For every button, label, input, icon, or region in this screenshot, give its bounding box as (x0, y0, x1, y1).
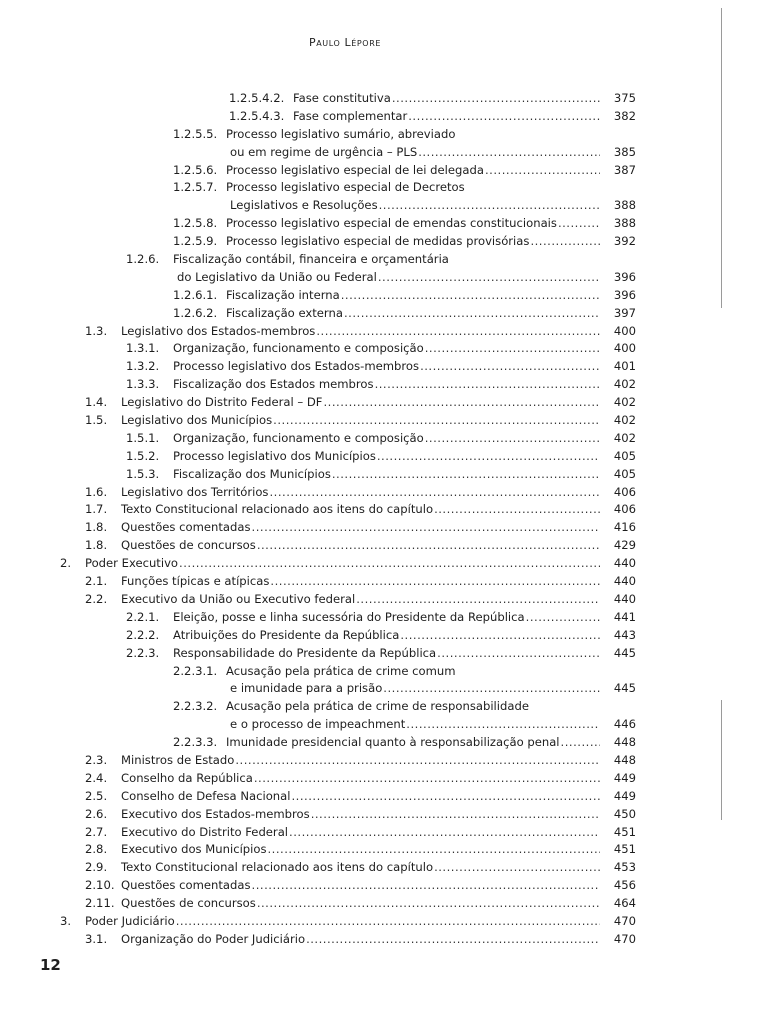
dot-leader (268, 841, 601, 859)
toc-entry-number: 1.5. (85, 413, 108, 428)
toc-entry (0, 519, 768, 537)
toc-entry-number: 2.1. (85, 574, 108, 589)
toc-entry-title: Executivo dos Estados-membros (121, 806, 310, 821)
toc-entry (0, 466, 768, 484)
toc-entry-number: 2.2.3. (126, 645, 160, 660)
toc-entry-title: Legislativos e Resoluções (230, 198, 378, 213)
table-of-contents (0, 90, 768, 949)
toc-entry-page: 400 (613, 341, 636, 356)
dot-leader (257, 895, 600, 913)
scan-margin-line (721, 700, 722, 820)
toc-entry-number: 2.5. (85, 788, 108, 803)
toc-entry-page: 440 (613, 591, 636, 606)
toc-entry-number: 1.3.3. (126, 377, 160, 392)
toc-entry-number: 2.2.3.2. (173, 699, 218, 714)
dot-leader (437, 645, 600, 663)
toc-entry (0, 108, 768, 126)
toc-entry-page: 396 (613, 269, 636, 284)
toc-entry (0, 734, 768, 752)
dot-leader (235, 752, 600, 770)
toc-entry-title: Questões de concursos (121, 896, 256, 911)
toc-entry-number: 2. (60, 556, 72, 571)
toc-entry-page: 449 (613, 788, 636, 803)
toc-entry-title: Eleição, posse e linha sucessória do Presidente da República (173, 609, 525, 624)
toc-entry-number: 1.2.5.8. (173, 216, 218, 231)
toc-entry-number: 2.2. (85, 591, 108, 606)
toc-entry-title: Fiscalização dos Estados membros (173, 377, 374, 392)
dot-leader (375, 376, 600, 394)
toc-entry-number: 1.2.5.5. (173, 126, 218, 141)
toc-entry-number: 1.5.1. (126, 430, 160, 445)
toc-entry-number: 1.2.5.4.2. (229, 91, 285, 105)
dot-leader (383, 680, 600, 698)
toc-entry (0, 663, 768, 681)
toc-entry-page: 392 (613, 234, 636, 249)
toc-entry-page: 400 (613, 323, 636, 338)
toc-entry-page: 387 (613, 162, 636, 177)
toc-entry-title: Ministros de Estado (121, 752, 235, 767)
dot-leader (434, 859, 600, 877)
dot-leader (434, 501, 600, 519)
toc-entry-number: 1.3.2. (126, 359, 160, 374)
toc-entry-title: Organização, funcionamento e composição (173, 341, 424, 356)
toc-entry-page: 388 (613, 216, 636, 231)
toc-entry-title: Processo legislativo dos Municípios (173, 448, 376, 463)
toc-entry (0, 698, 768, 716)
toc-entry-page: 429 (613, 538, 636, 553)
toc-entry-title: ou em regime de urgência – PLS (230, 144, 418, 159)
toc-entry-title: Legislativo do Distrito Federal – DF (121, 395, 323, 410)
scan-margin-line (721, 8, 722, 308)
toc-entry-title: Fase constitutiva (293, 91, 391, 105)
toc-entry-number: 1.7. (85, 502, 108, 517)
toc-entry (0, 144, 768, 162)
toc-entry (0, 609, 768, 627)
dot-leader (341, 287, 600, 305)
toc-entry-number: 2.9. (85, 860, 108, 875)
dot-leader (356, 591, 600, 609)
toc-entry-page: 402 (613, 377, 636, 392)
toc-entry (0, 877, 768, 895)
toc-entry (0, 627, 768, 645)
toc-entry-page: 449 (613, 770, 636, 785)
toc-entry (0, 716, 768, 734)
toc-entry-number: 2.6. (85, 806, 108, 821)
dot-leader (418, 144, 600, 162)
toc-entry (0, 305, 768, 323)
toc-entry-page: 402 (613, 413, 636, 428)
toc-entry-page: 456 (613, 878, 636, 893)
toc-entry-number: 1.3. (85, 323, 108, 338)
dot-leader (323, 394, 600, 412)
dot-leader (291, 788, 600, 806)
toc-entry-page: 441 (613, 609, 636, 624)
toc-entry-page: 445 (613, 681, 636, 696)
toc-entry-number: 1.2.5.9. (173, 234, 218, 249)
toc-entry-page: 440 (613, 574, 636, 589)
toc-entry-title: Fiscalização interna (226, 287, 340, 302)
toc-entry-number: 1.2.6. (126, 252, 160, 267)
toc-entry-title: Poder Executivo (85, 556, 179, 571)
toc-entry (0, 323, 768, 341)
dot-leader (420, 358, 600, 376)
toc-entry (0, 806, 768, 824)
toc-entry-title: Acusação pela prática de crime comum (226, 663, 456, 678)
dot-leader (530, 233, 600, 251)
toc-entry (0, 179, 768, 197)
toc-entry-number: 2.3. (85, 752, 108, 767)
dot-leader (252, 877, 600, 895)
toc-entry-number: 1.2.6.2. (173, 305, 218, 320)
toc-entry-number: 1.2.6.1. (173, 287, 218, 302)
toc-entry (0, 126, 768, 144)
toc-entry (0, 430, 768, 448)
toc-entry-number: 3. (60, 913, 72, 928)
toc-entry (0, 788, 768, 806)
toc-entry (0, 269, 768, 287)
toc-entry-title: Legislativo dos Estados-membros (121, 323, 316, 338)
toc-entry-page: 406 (613, 502, 636, 517)
toc-entry-page: 385 (613, 144, 636, 159)
dot-leader (179, 555, 600, 573)
dot-leader (377, 448, 600, 466)
toc-entry-page: 440 (613, 556, 636, 571)
toc-entry-page: 464 (613, 896, 636, 911)
toc-entry-number: 2.2.2. (126, 627, 160, 642)
toc-entry-title: Processo legislativo especial de medidas provisórias (226, 234, 530, 249)
toc-entry-title: Responsabilidade do Presidente da República (173, 645, 437, 660)
toc-entry-title: e imunidade para a prisão (230, 681, 383, 696)
dot-leader (379, 197, 600, 215)
toc-entry-number: 1.5.2. (126, 448, 160, 463)
toc-entry-page: 402 (613, 430, 636, 445)
dot-leader (332, 466, 600, 484)
toc-entry-page: 402 (613, 395, 636, 410)
toc-entry (0, 591, 768, 609)
toc-entry-title: Funções típicas e atípicas (121, 574, 270, 589)
toc-entry-title: Organização, funcionamento e composição (173, 430, 424, 445)
toc-entry-page: 450 (613, 806, 636, 821)
toc-entry-title: Organização do Poder Judiciário (121, 931, 306, 946)
toc-entry-title: Legislativo dos Municípios (121, 413, 273, 428)
toc-entry (0, 555, 768, 573)
dot-leader (406, 716, 600, 734)
toc-entry-title: Fase complementar (293, 108, 408, 123)
dot-leader (289, 824, 600, 842)
toc-entry (0, 770, 768, 788)
toc-entry (0, 376, 768, 394)
toc-entry-page: 470 (613, 931, 636, 946)
toc-entry-title: Processo legislativo sumário, abreviado (226, 126, 456, 141)
toc-entry-title: Processo legislativo especial de emendas constitucionais (226, 216, 557, 231)
toc-entry-number: 1.2.5.7. (173, 180, 218, 195)
toc-entry (0, 394, 768, 412)
toc-entry (0, 233, 768, 251)
toc-entry (0, 340, 768, 358)
dot-leader (269, 484, 600, 502)
dot-leader (392, 90, 600, 108)
toc-entry-page: 405 (613, 466, 636, 481)
toc-entry-number: 2.10. (85, 878, 115, 893)
toc-entry (0, 645, 768, 663)
dot-leader (425, 340, 600, 358)
toc-entry-number: 1.3.1. (126, 341, 160, 356)
toc-entry-title: Executivo do Distrito Federal (121, 824, 289, 839)
toc-entry-number: 2.7. (85, 824, 108, 839)
dot-leader (257, 537, 600, 555)
toc-entry-number: 2.2.3.3. (173, 735, 218, 750)
toc-entry-number: 2.2.1. (126, 609, 160, 624)
toc-entry-title: Processo legislativo dos Estados-membros (173, 359, 420, 374)
toc-entry (0, 412, 768, 430)
toc-entry-page: 445 (613, 645, 636, 660)
toc-entry-page: 448 (613, 752, 636, 767)
toc-entry-number: 1.8. (85, 538, 108, 553)
toc-entry-page: 470 (613, 913, 636, 928)
dot-leader (273, 412, 600, 430)
toc-entry-page: 397 (613, 305, 636, 320)
dot-leader (252, 519, 600, 537)
toc-entry-page: 405 (613, 448, 636, 463)
toc-entry-title: Fiscalização contábil, financeira e orçamentária (173, 252, 449, 267)
toc-entry-title: Fiscalização dos Municípios (173, 466, 331, 481)
dot-leader (316, 323, 600, 341)
toc-entry (0, 90, 768, 108)
toc-entry-title: Processo legislativo especial de lei delegada (226, 162, 484, 177)
toc-entry-title: e o processo de impeachment (230, 717, 406, 732)
toc-entry (0, 287, 768, 305)
dot-leader (378, 269, 600, 287)
toc-entry-title: Questões de concursos (121, 538, 256, 553)
toc-entry-page: 446 (613, 717, 636, 732)
toc-entry-title: Questões comentadas (121, 520, 251, 535)
dot-leader (425, 430, 600, 448)
toc-entry-title: Texto Constitucional relacionado aos itens do capítulo (121, 502, 434, 517)
toc-entry-number: 1.2.5.6. (173, 162, 218, 177)
toc-entry-page: 453 (613, 860, 636, 875)
dot-leader (306, 931, 600, 949)
toc-entry-title: Poder Judiciário (85, 913, 175, 928)
toc-entry-title: Processo legislativo especial de Decretos (226, 180, 465, 195)
toc-entry (0, 824, 768, 842)
toc-entry-number: 2.8. (85, 842, 108, 857)
toc-entry-number: 1.6. (85, 484, 108, 499)
toc-entry (0, 895, 768, 913)
page-number: 12 (40, 956, 61, 974)
dot-leader (526, 609, 600, 627)
dot-leader (558, 215, 600, 233)
dot-leader (344, 305, 600, 323)
toc-entry-page: 401 (613, 359, 636, 374)
toc-entry-page: 396 (613, 287, 636, 302)
toc-entry-page: 448 (613, 735, 636, 750)
toc-entry-title: Questões comentadas (121, 878, 251, 893)
toc-entry (0, 573, 768, 591)
dot-leader (408, 108, 600, 126)
toc-entry-number: 2.11. (85, 896, 115, 911)
toc-entry (0, 251, 768, 269)
toc-entry (0, 859, 768, 877)
toc-entry-title: Conselho da República (121, 770, 253, 785)
dot-leader (400, 627, 600, 645)
toc-entry-page: 451 (613, 824, 636, 839)
toc-entry-page: 416 (613, 520, 636, 535)
running-header: Paulo Lépore (308, 36, 382, 49)
toc-entry-page: 375 (613, 91, 636, 105)
toc-entry (0, 931, 768, 949)
toc-entry (0, 162, 768, 180)
toc-entry-title: Executivo da União ou Executivo federal (121, 591, 356, 606)
toc-entry-page: 388 (613, 198, 636, 213)
toc-entry-title: Fiscalização externa (226, 305, 343, 320)
toc-entry-page: 406 (613, 484, 636, 499)
toc-entry (0, 215, 768, 233)
toc-entry-number: 1.5.3. (126, 466, 160, 481)
toc-entry (0, 841, 768, 859)
toc-entry-page: 451 (613, 842, 636, 857)
toc-entry (0, 358, 768, 376)
toc-entry-page: 382 (613, 108, 636, 123)
toc-entry (0, 680, 768, 698)
toc-entry-number: 3.1. (85, 931, 108, 946)
toc-entry (0, 484, 768, 502)
toc-entry-number: 2.4. (85, 770, 108, 785)
toc-entry (0, 752, 768, 770)
toc-entry-title: Imunidade presidencial quanto à responsabilização penal (226, 735, 560, 750)
dot-leader (270, 573, 600, 591)
dot-leader (311, 806, 600, 824)
toc-entry (0, 448, 768, 466)
toc-entry-number: 1.8. (85, 520, 108, 535)
toc-entry-title: do Legislativo da União ou Federal (177, 269, 377, 284)
toc-entry (0, 537, 768, 555)
toc-entry-number: 1.4. (85, 395, 108, 410)
toc-entry-title: Atribuições do Presidente da República (173, 627, 400, 642)
toc-entry-title: Texto Constitucional relacionado aos itens do capítulo (121, 860, 434, 875)
dot-leader (561, 734, 600, 752)
dot-leader (485, 162, 600, 180)
dot-leader (176, 913, 600, 931)
toc-entry (0, 501, 768, 519)
toc-entry-page: 443 (613, 627, 636, 642)
dot-leader (254, 770, 600, 788)
toc-entry-number: 2.2.3.1. (173, 663, 218, 678)
toc-entry-number: 1.2.5.4.3. (229, 108, 285, 123)
toc-entry-title: Conselho de Defesa Nacional (121, 788, 291, 803)
toc-entry (0, 913, 768, 931)
toc-entry-title: Executivo dos Municípios (121, 842, 267, 857)
toc-entry-title: Legislativo dos Territórios (121, 484, 269, 499)
toc-entry-title: Acusação pela prática de crime de responsabilidade (226, 699, 529, 714)
toc-entry (0, 197, 768, 215)
